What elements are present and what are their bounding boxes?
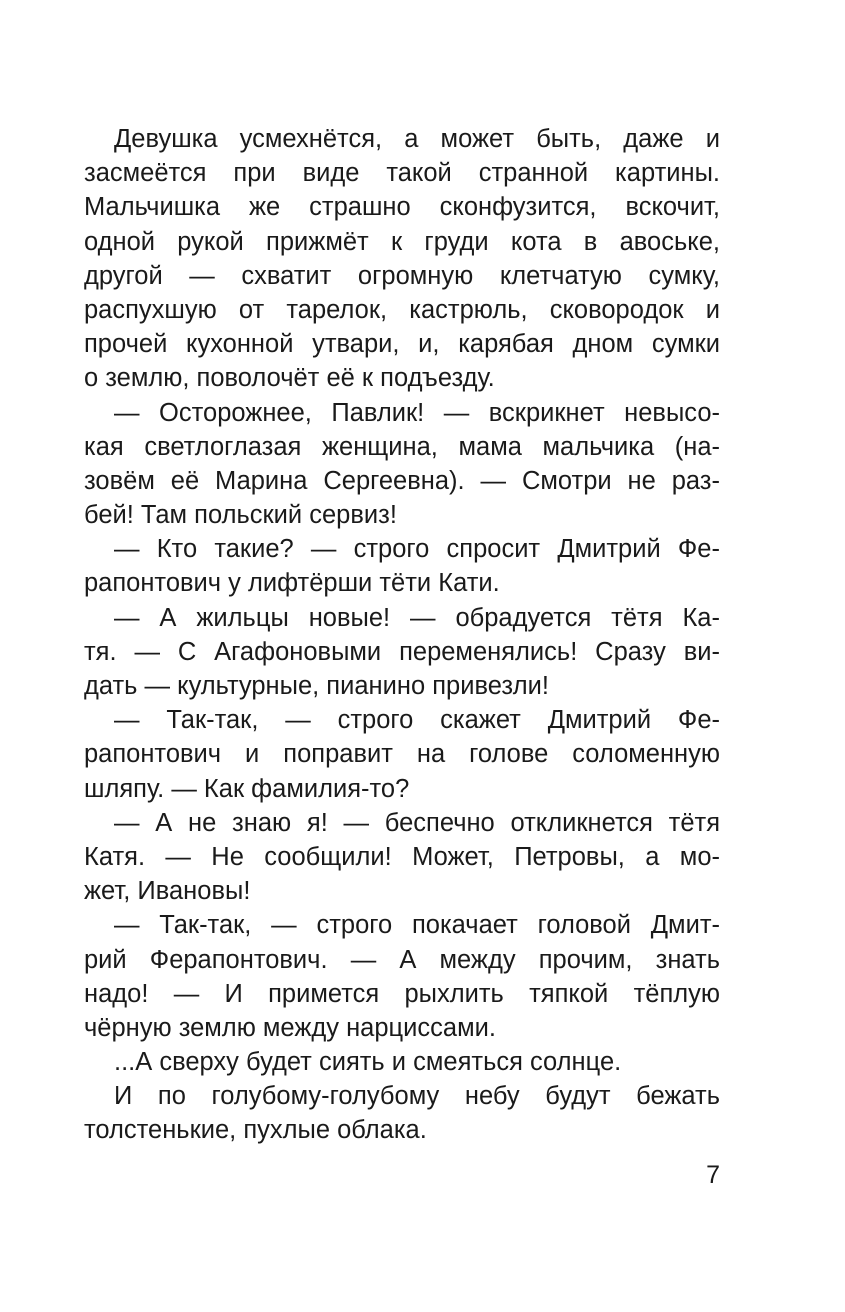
text-line: И по голубому-голубому небу будут бежать [114, 1082, 720, 1111]
text-line: толстенькие, пухлые облака. [84, 1116, 427, 1145]
text-line: — Осторожнее, Павлик! — вскрикнет невысо- [114, 398, 720, 427]
text-line: засмеётся при виде такой странной картины. [84, 159, 720, 188]
text-line: жет, Ивановы! [84, 877, 251, 906]
text-line: о землю, поволочёт её к подъезду. [84, 364, 495, 393]
text-line: чёрную землю между нарциссами. [84, 1013, 496, 1042]
text-line: — А жильцы новые! — обрадуется тётя Ка- [114, 603, 720, 632]
text-line: рий Ферапонтович. — А между прочим, знать [84, 945, 720, 974]
text-line: Катя. — Не сообщили! Может, Петровы, а мо- [84, 842, 720, 871]
text-line: Девушка усмехнётся, а может быть, даже и [114, 125, 720, 153]
text-line: ...А сверху будет сиять и смеяться солнце. [114, 1048, 622, 1077]
text-line: одной рукой прижмёт к груди кота в авоське, [84, 227, 720, 256]
text-line: бей! Там польский сервиз! [84, 501, 397, 530]
text-line: рапонтович и поправит на голове соломенную [84, 740, 720, 769]
page-number: 7 [706, 1161, 720, 1189]
text-line: прочей кухонной утвари, и, карябая дном сумки [84, 330, 720, 359]
text-line: дать — культурные, пианино привезли! [84, 672, 549, 700]
text-line: — Так-так, — строго скажет Дмитрий Фе- [114, 706, 720, 735]
page-body-text [84, 122, 720, 1148]
text-line: — Кто такие? — строго спросит Дмитрий Фе- [114, 535, 720, 564]
text-line: шляпу. — Как фамилия-то? [84, 774, 410, 803]
text-line: — Так-так, — строго покачает головой Дмит- [114, 911, 720, 940]
text-line: — А не знаю я! — беспечно откликнется тётя [114, 808, 720, 837]
text-line: распухшую от тарелок, кастрюль, сковородок и [84, 295, 720, 324]
text-line: надо! — И примется рыхлить тяпкой тёплую [84, 979, 720, 1008]
text-line: тя. — С Агафоновыми переменялись! Сразу ви- [84, 637, 720, 666]
text-line: рапонтович у лифтёрши тёти Кати. [84, 569, 500, 598]
text-line: другой — схватит огромную клетчатую сумку, [84, 261, 720, 290]
text-line: зовём её Марина Сергеевна). — Смотри не раз- [84, 466, 720, 495]
text-line: Мальчишка же страшно сконфузится, вскочит, [84, 193, 720, 222]
text-line: кая светлоглазая женщина, мама мальчика (на- [84, 432, 720, 461]
